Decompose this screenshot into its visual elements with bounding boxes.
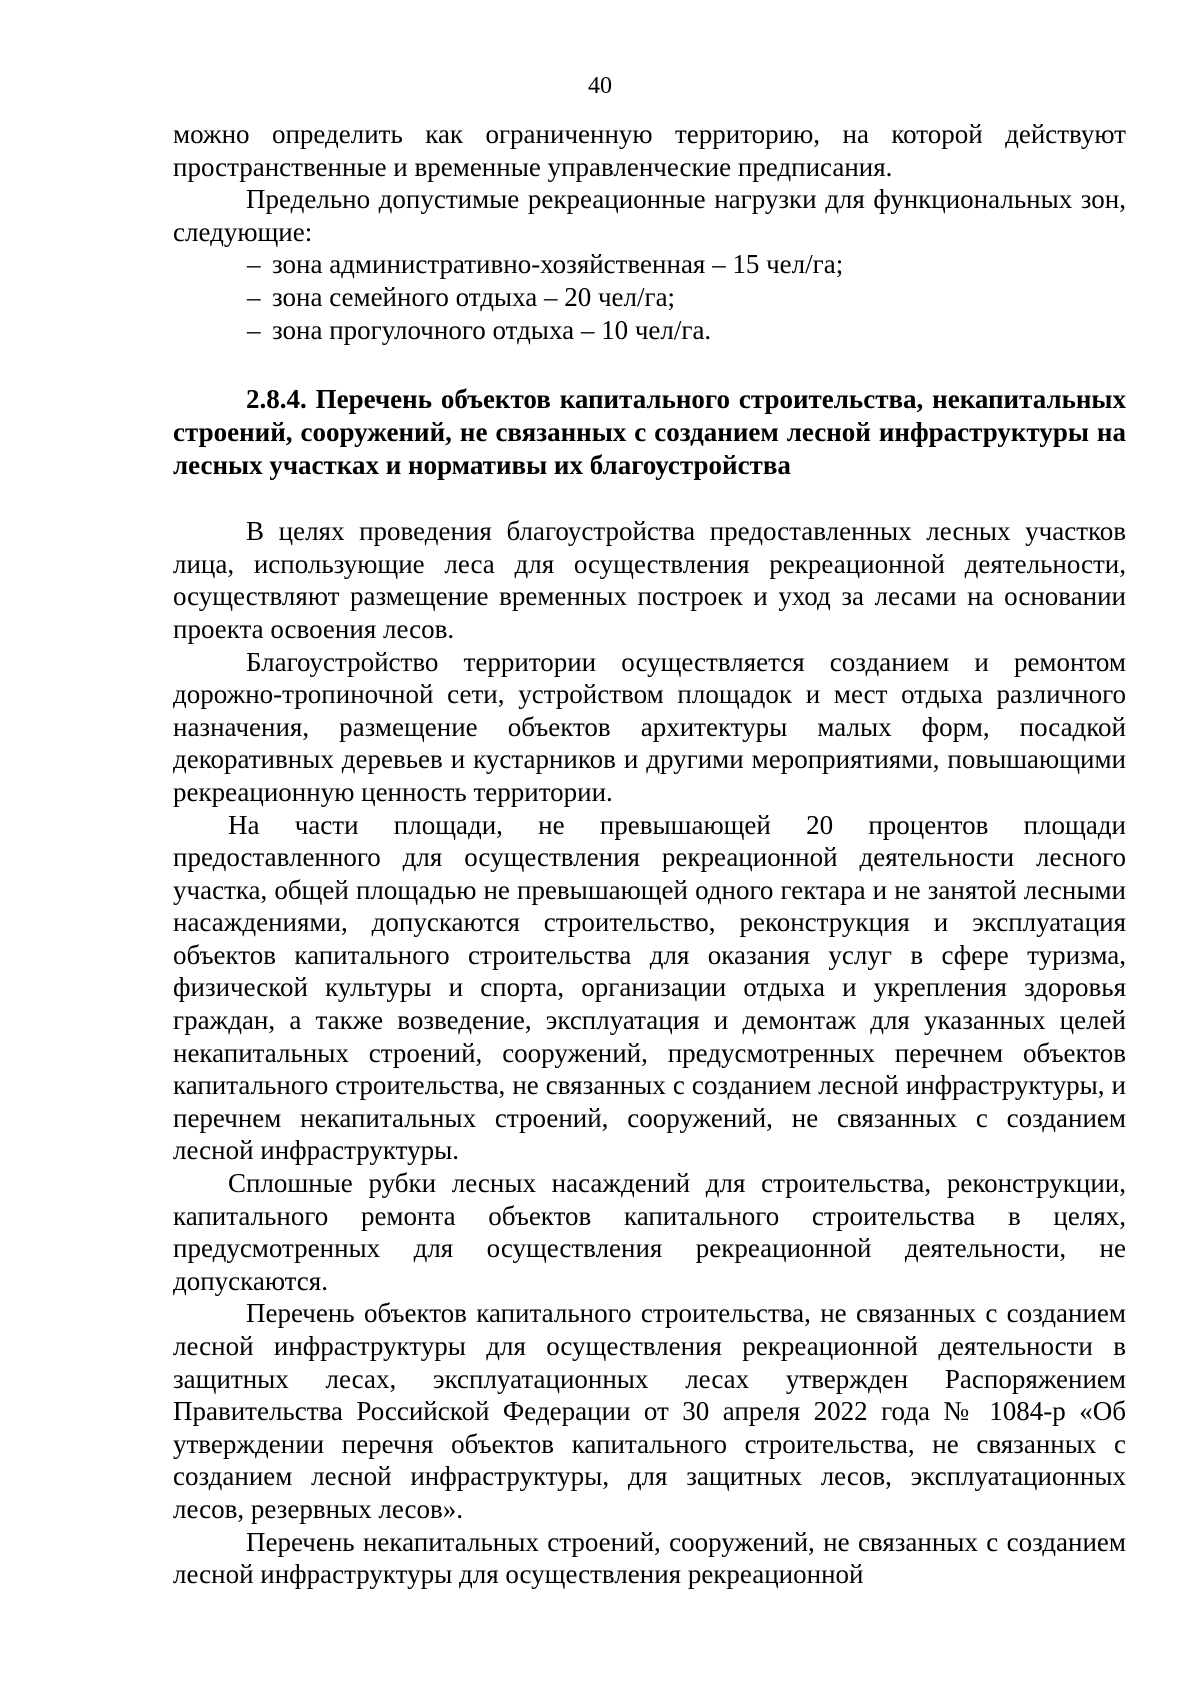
paragraph-continued: можно определить как ограниченную территорию, на которой действуют пространственные и временные управленческие предписания.: [173, 119, 1126, 182]
list-dash: –: [247, 281, 261, 312]
list-item-text: зона административно-хозяйственная – 15 чел/га;: [272, 249, 844, 280]
paragraph-improvement-purpose: В целях проведения благоустройства предоставленных лесных участков лица, использующие леса для осуществления рекреационной деятельности, осуществляют размещение временных построек и уход за лесами на основании проекта освоения лесов.: [173, 516, 1126, 644]
paragraph-noncapital-objects-list: Перечень некапитальных строений, сооружений, не связанных с созданием лесной инфраструктуры для осуществления рекреационной: [173, 1526, 1126, 1590]
section-number: 2.8.4.: [246, 384, 307, 415]
paragraph-clear-cutting: Сплошные рубки лесных насаждений для строительства, реконструкции, капитального ремонта объектов капитального строительства в целях, предусмотренных для осуществления рекреационной деятельности, не допускаются.: [173, 1168, 1126, 1296]
list-dash: –: [247, 314, 261, 345]
paragraph-construction-area: На части площади, не превышающей 20 процентов площади предоставленного для осуществления рекреационной деятельности лесного участка, общей площадью не превышающей одного гектара и не занятой лесными насаждениями, допускаются строительство, реконструкция и эксплуатация объектов капитального строительства для оказания услуг в сфере туризма, физической культуры и спорта, организации отдыха и укрепления здоровья граждан, а также возведение, эксплуатация и демонтаж для указанных целей некапитальных строений, сооружений, предусмотренных перечнем объектов капитального строительства, не связанных с созданием лесной инфраструктуры, и перечнем некапитальных строений, сооружений, не связанных с созданием лесной инфраструктуры.: [173, 809, 1126, 1166]
paragraph-load-limits: Предельно допустимые рекреационные нагрузки для функциональных зон, следующие:: [173, 184, 1126, 247]
section-heading: [173, 383, 1126, 482]
list-dash: –: [247, 249, 261, 280]
page-content: [173, 118, 1126, 1591]
list-item: [173, 314, 1126, 347]
list-item: [173, 248, 1126, 281]
list-item-text: зона прогулочного отдыха – 10 чел/га.: [272, 314, 712, 345]
paragraph-improvement-measures: Благоустройство территории осуществляется созданием и ремонтом дорожно-тропиночной сети, устройством площадок и мест отдыха различного назначения, размещение объектов архитектуры малых форм, посадкой декоративных деревьев и кустарников и другими мероприятиями, повышающими рекреационную ценность территории.: [173, 646, 1126, 807]
list-item-text: зона семейного отдыха – 20 чел/га;: [272, 281, 676, 312]
section-title: Перечень объектов капитального строительства, некапитальных строений, сооружений, не связанных с созданием лесной инфраструктуры на лесных участках и нормативы их благоустройства: [173, 384, 1127, 481]
zone-load-list: [173, 248, 1126, 346]
list-item: [173, 281, 1126, 314]
page-number: 40: [588, 73, 612, 99]
paragraph-capital-objects-list: Перечень объектов капитального строительства, не связанных с созданием лесной инфраструктуры для осуществления рекреационной деятельности в защитных лесах, эксплуатационных лесах утвержден Распоряжением Правительства Российской Федерации от 30 апреля 2022 года № 1084-р «Об утверждении перечня объектов капитального строительства, не связанных с созданием лесной инфраструктуры, для защитных лесов, эксплуатационных лесов, резервных лесов».: [173, 1298, 1126, 1524]
